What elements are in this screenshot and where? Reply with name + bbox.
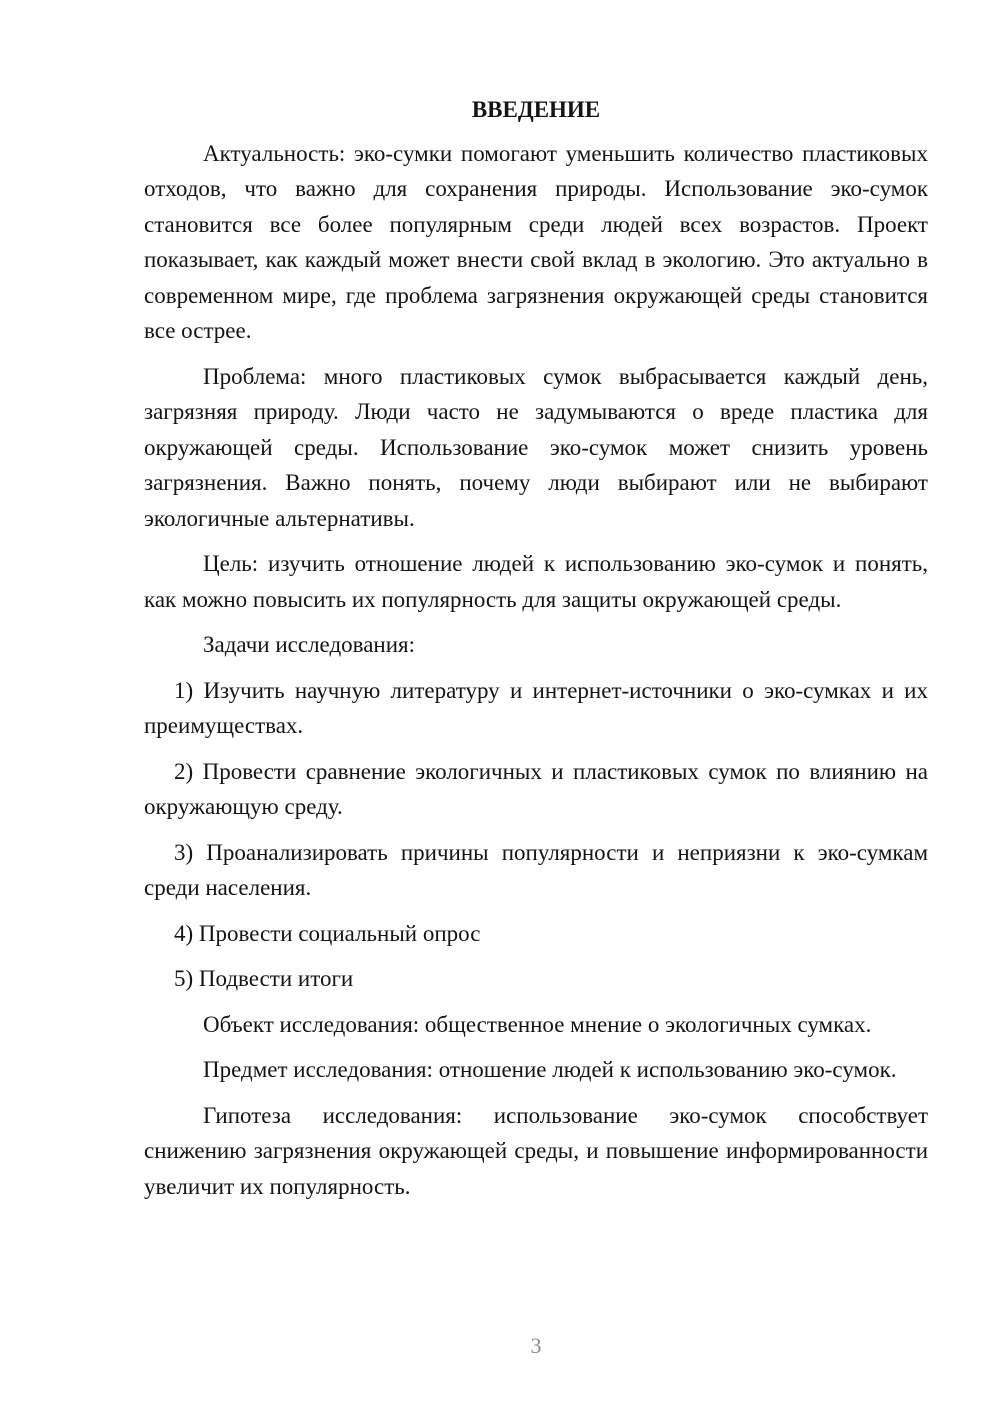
- tasks-heading: Задачи исследования:: [203, 632, 416, 657]
- paragraph-hypothesis: Гипотеза исследования: использование эко-сумок способствует снижению загрязнения окружающей среды, и повышение информированности увеличит их популярность.: [144, 1102, 928, 1199]
- paragraph-relevance: Актуальность: эко-сумки помогают уменьшить количество пластиковых отходов, что важно для сохранения природы. Использование эко-сумок становится все более популярным среди людей всех возрастов. Проект показывает, как каждый может внести свой вклад в экологию. Это актуально в современном мире, где проблема загрязнения окружающей среды становится все острее.: [144, 140, 928, 343]
- document-title: ВВЕДЕНИЕ: [471, 97, 601, 122]
- page-number: 3: [530, 1333, 542, 1358]
- paragraph-subject: Предмет исследования: отношение людей к использованию эко-сумок.: [203, 1057, 897, 1082]
- task-item-2: 2) Провести сравнение экологичных и пластиковых сумок по влиянию на окружающую среду.: [144, 758, 928, 819]
- paragraph-goal: Цель: изучить отношение людей к использованию эко-сумок и понять, как можно повысить их популярность для защиты окружающей среды.: [144, 551, 928, 612]
- task-item-5: 5) Подвести итоги: [174, 966, 354, 991]
- paragraph-object: Объект исследования: общественное мнение о экологичных сумках.: [203, 1011, 872, 1037]
- task-item-4: 4) Провести социальный опрос: [174, 920, 481, 946]
- task-item-1: 1) Изучить научную литературу и интернет-источники о эко-сумках и их преимуществах.: [144, 677, 928, 738]
- paragraph-problem: Проблема: много пластиковых сумок выбрасывается каждый день, загрязняя природу. Люди часто не задумываются о вреде пластика для окружающей среды. Использование эко-сумок может снизить уровень загрязнения. Важно понять, почему люди выбирают или не выбирают экологичные альтернативы.: [144, 363, 928, 531]
- task-item-3: 3) Проанализировать причины популярности и неприязни к эко-сумкам среди населения.: [144, 839, 928, 900]
- document-page: [144, 92, 928, 1214]
